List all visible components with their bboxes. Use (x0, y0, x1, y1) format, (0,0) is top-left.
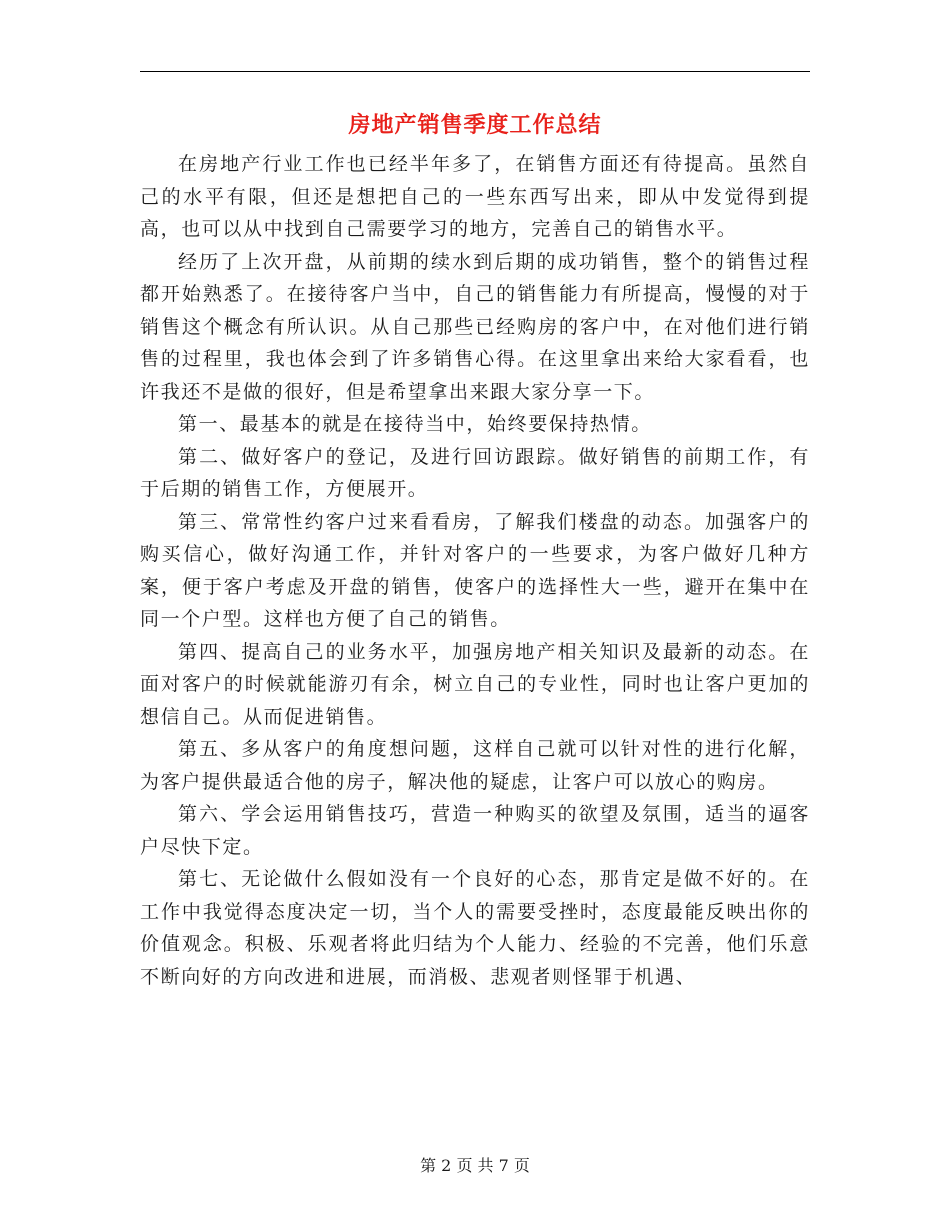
paragraph-point-4: 第四、提高自己的业务水平，加强房地产相关知识及最新的动态。在面对客户的时候就能游刃有余，树立自己的专业性，同时也让客户更加的想信自己。从而促进销售。 (140, 640, 810, 728)
paragraph-point-2: 第二、做好客户的登记，及进行回访跟踪。做好销售的前期工作，有于后期的销售工作，方便展开。 (140, 445, 810, 500)
paragraph-point-1: 第一、最基本的就是在接待当中，始终要保持热情。 (178, 413, 652, 435)
document-body (140, 148, 810, 993)
document-title: 房地产销售季度工作总结 (348, 112, 602, 138)
paragraph-point-5: 第五、多从客户的角度想问题，这样自己就可以针对性的进行化解，为客户提供最适合他的房子，解决他的疑虑，让客户可以放心的购房。 (140, 738, 810, 793)
paragraph-experience: 经历了上次开盘，从前期的续水到后期的成功销售，整个的销售过程都开始熟悉了。在接待客户当中，自己的销售能力有所提高，慢慢的对于销售这个概念有所认识。从自己那些已经购房的客户中，在对他们进行销售的过程里，我也体会到了许多销售心得。在这里拿出来给大家看看，也许我还不是做的很好，但是希望拿出来跟大家分享一下。 (140, 250, 810, 403)
paragraph-point-6: 第六、学会运用销售技巧，营造一种购买的欲望及氛围，适当的逼客户尽快下定。 (140, 803, 810, 858)
paragraph-point-7: 第七、无论做什么假如没有一个良好的心态，那肯定是做不好的。在工作中我觉得态度决定一切，当个人的需要受挫时，态度最能反映出你的价值观念。积极、乐观者将此归结为个人能力、经验的不完善，他们乐意不断向好的方向改进和进展，而消极、悲观者则怪罪于机遇、 (140, 868, 810, 988)
page-footer: 第 2 页 共 7 页 (420, 1156, 530, 1175)
paragraph-intro: 在房地产行业工作也已经半年多了，在销售方面还有待提高。虽然自己的水平有限，但还是想把自己的一些东西写出来，即从中发觉得到提高，也可以从中找到自己需要学习的地方，完善自己的销售水平。 (140, 153, 810, 240)
header-rule (140, 71, 810, 72)
paragraph-point-3: 第三、常常性约客户过来看看房，了解我们楼盘的动态。加强客户的购买信心，做好沟通工作，并针对客户的一些要求，为客户做好几种方案，便于客户考虑及开盘的销售，使客户的选择性大一些，避开在集中在同一个户型。这样也方便了自己的销售。 (140, 510, 810, 630)
